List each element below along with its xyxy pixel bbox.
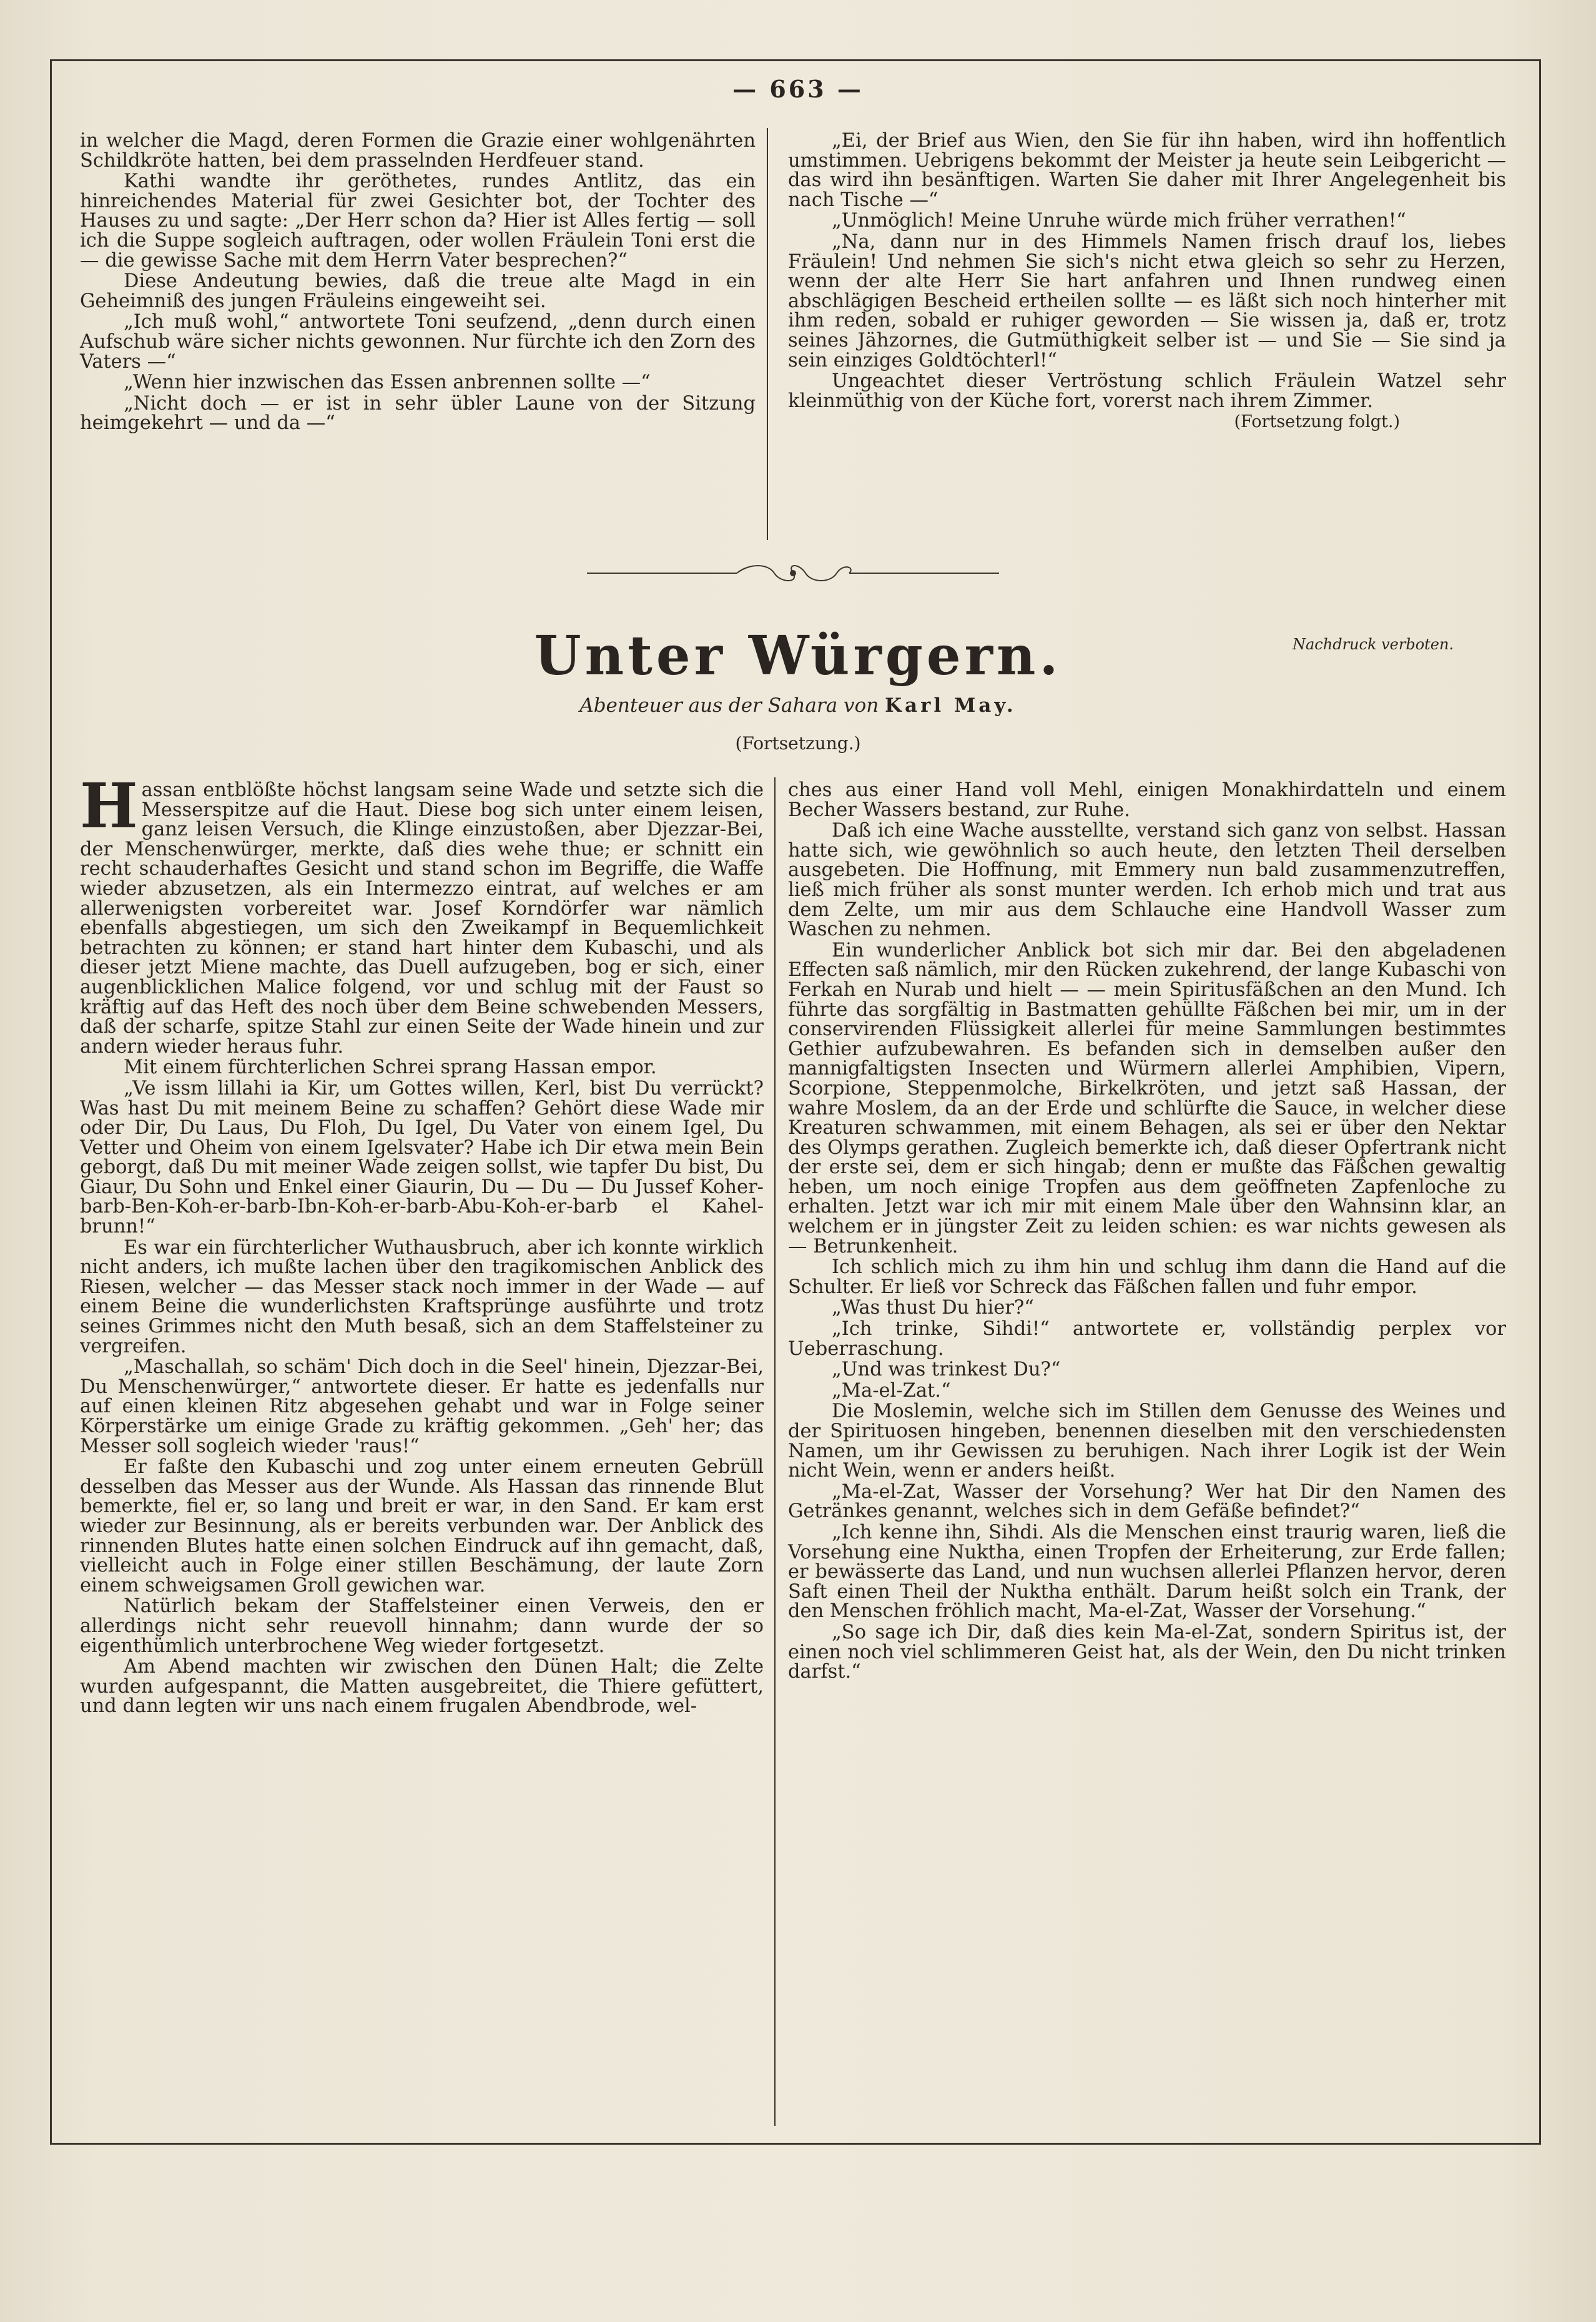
- paragraph: [788, 821, 1506, 940]
- paragraph-text: „Ve issm lillahi ia Kir, um Gottes willen, Kerl, bist Du verrückt? Was hast Du mit meinem Beine zu schaffen? Gehört diese Wade mir oder Dir, Du Laus, Du Floh, Du Igel, Du Vater von einem Igel, Du Vetter und Oheim von einem Igelsvater? Habe ich Dir etwa mein Bein geborgt, daß Du mit meiner Wade zeigen sollst, wie tapfer Du bist, Du Giaur, Du Sohn und Enkel einer Giaurin, Du — Du — Du Jussef Koher-barb-Ben-Koh-er-barb-Ibn-Koh-er-barb-Abu-Koh-er-barb el Kahel-brunn!“: [80, 1077, 764, 1238]
- top-column-rule: [767, 128, 768, 540]
- to-be-continued-note: (Fortsetzung folgt.): [1234, 412, 1400, 432]
- paragraph: [80, 272, 756, 311]
- article-column-rule: [774, 777, 776, 2126]
- paragraph-text: assan entblößte höchst langsam seine Wade und setzte sich die Messerspitze auf die Haut. Diese bog sich unter einem leisen, ganz leisen Versuch, die Klinge einzustoßen, aber Djezzar-Bei, der Menschenwürger, merkte, daß dies wehe thue; er schnitt ein recht schauderhaftes Gesicht und stand schon im Begriffe, die Waffe wieder abzusetzen, als ein Intermezzo eintrat, auf welches er am allerwenigsten vorbereitet war. Josef Korndörfer war nämlich ebenfalls abgestiegen, um sich den Zweikampf in Bequemlichkeit betrachten zu können; er stand hart hinter dem Kubaschi, und als dieser jetzt Miene machte, das Duell aufzugeben, bog er sich, einer augenblicklichen Malice folgend, vor und schlug mit der Faust so kräftig auf das Heft des noch über dem Beine schwebenden Messers, daß der scharfe, spitze Stahl zur einen Seite der Wade hinein und zur andern wieder heraus fuhr.: [80, 779, 764, 1058]
- article-title: Unter Würgern.: [534, 624, 1062, 687]
- paragraph-text: „Ei, der Brief aus Wien, den Sie für ihn haben, wird ihn hoffentlich umstimmen. Uebrigens bekommt der Meister ja heute sein Leibgericht — das wird ihn besänftigen. Warten Sie daher mit Ihrer Angelegenheit bis nach Tische —“: [788, 130, 1506, 211]
- paragraph-text: Die Moslemin, welche sich im Stillen dem Genusse des Weines und der Spirituosen hingeben, benennen dieselben mit den verschiedensten Namen, um ihr Gewissen zu beruhigen. Nach ihrer Logik ist der Wein nicht Wein, wenn er anders heißt.: [788, 1400, 1506, 1482]
- paragraph: [80, 1079, 764, 1237]
- paragraph: [80, 1058, 764, 1078]
- paragraph-text: „Unmöglich! Meine Unruhe würde mich früher verrathen!“: [832, 210, 1406, 232]
- paragraph-text: ches aus einer Hand voll Mehl, einigen Monakhirdatteln und einem Becher Wassers bestand, zur Ruhe.: [788, 779, 1506, 821]
- paragraph: [80, 131, 756, 170]
- paragraph-text: Kathi wandte ihr geröthetes, rundes Antlitz, das ein hinreichendes Material für zwei Gesichter bot, der Tochter des Hauses zu und sagte: „Der Herr schon da? Hier ist Alles fertig — soll ich die Suppe sogleich auftragen, oder wollen Fräulein Toni erst die — die gewisse Sache mit dem Herrn Vater besprechen?“: [80, 170, 756, 272]
- paragraph: [788, 1298, 1506, 1318]
- paragraph: [80, 373, 756, 393]
- paragraph: [788, 1523, 1506, 1621]
- paragraph-text: „Ma-el-Zat.“: [832, 1379, 951, 1402]
- paragraph-text: Diese Andeutung bewies, daß die treue alte Magd in ein Geheimniß des jungen Fräuleins eingeweiht sei.: [80, 270, 756, 312]
- article-right-column: [788, 780, 1506, 1683]
- subtitle-text: Abenteuer aus der Sahara von: [579, 694, 879, 717]
- paragraph-text: „Ich trinke, Sihdi!“ antwortete er, vollständig perplex vor Ueberraschung.: [788, 1318, 1506, 1360]
- paragraph-text: Natürlich bekam der Staffelsteiner einen Verweis, den er allerdings nicht sehr reuevoll hinnahm; dann wurde der so eigenthümlich unterbrochene Weg wieder fortgesetzt.: [80, 1595, 764, 1657]
- paragraph: [80, 394, 756, 433]
- paragraph-text: „So sage ich Dir, daß dies kein Ma-el-Zat, sondern Spiritus ist, der einen noch viel schlimmeren Geist hat, als der Wein, den Du nicht trinken darfst.“: [788, 1621, 1506, 1683]
- paragraph-text: Mit einem fürchterlichen Schrei sprang Hassan empor.: [124, 1056, 657, 1079]
- paragraph-text: „Was thust Du hier?“: [832, 1297, 1034, 1319]
- paragraph-text: in welcher die Magd, deren Formen die Grazie einer wohlgenährten Schildkröte hatten, bei dem prasselnden Herdfeuer stand.: [80, 130, 756, 172]
- paragraph: [788, 1319, 1506, 1359]
- paragraph-text: „Und was trinkest Du?“: [832, 1359, 1061, 1381]
- paragraph: [788, 1402, 1506, 1480]
- top-right-column: [788, 131, 1506, 433]
- paragraph: [788, 1360, 1506, 1380]
- article-left-column: [80, 770, 764, 1718]
- paragraph-text: „Maschallah, so schäm' Dich doch in die Seel' hinein, Djezzar-Bei, Du Menschenwürger,“ antwortete dieser. Er hatte es jedenfalls nur auf einen kleinen Ritz abgesehen gehabt und war in Folge seiner Körperstärke um einige Grade zu kräftig gekommen. „Geh' her; das Messer soll sogleich wieder 'raus!“: [80, 1356, 764, 1457]
- paragraph-text: Ich schlich mich zu ihm hin und schlug ihm dann die Hand auf die Schulter. Er ließ vor Schreck das Fäßchen fallen und fuhr empor.: [788, 1256, 1506, 1298]
- paragraph: [80, 1657, 764, 1716]
- paragraph: [788, 232, 1506, 370]
- paragraph-text: „Wenn hier inzwischen das Essen anbrennen sollte —“: [124, 371, 651, 394]
- paragraph: [788, 780, 1506, 820]
- reprint-notice: Nachdruck verboten.: [1293, 636, 1454, 653]
- paragraph: [788, 1482, 1506, 1522]
- paragraph-text: „Ich muß wohl,“ antwortete Toni seufzend, „denn durch einen Aufschub wäre sicher nichts gewonnen. Nur fürchte ich den Zorn des Vaters —“: [80, 311, 756, 373]
- paragraph: [788, 941, 1506, 1257]
- paragraph-text: Er faßte den Kubaschi und zog unter einem erneuten Gebrüll desselben das Messer aus der Wunde. Als Hassan das rinnende Blut bemerkte, fiel er, so lang und breit er war, in den Sand. Er kam erst wieder zur Besinnung, als er bereits verbunden war. Der Anblick des rinnenden Blutes hatte einen solchen Eindruck auf ihn gemacht, daß, vielleicht auch in Folge einer stillen Beschämung, der laute Zorn einem schweigsamen Groll gewichen war.: [80, 1456, 764, 1596]
- ornament-divider: [587, 561, 999, 586]
- paragraph: [788, 1623, 1506, 1682]
- paragraph: [788, 1381, 1506, 1401]
- paragraph: [788, 211, 1506, 231]
- paragraph-text: Es war ein fürchterlicher Wuthausbruch, aber ich konnte wirklich nicht anders, ich mußte lachen über den tragikomischen Anblick des Riesen, welcher — das Messer stack noch immer in der Wade — auf einem Beine die wunderlichsten Kraftsprünge ausführte und trotz seines Grimmes nicht den Muth besaß, sich an dem Staffelsteiner zu vergreifen.: [80, 1236, 764, 1357]
- author-name: Karl May.: [885, 694, 1017, 717]
- paragraph: [788, 371, 1506, 411]
- paragraph-text: Ungeachtet dieser Vertröstung schlich Fräulein Watzel sehr kleinmüthig von der Küche fort, vorerst nach ihrem Zimmer.: [788, 370, 1506, 412]
- article-subtitle: [0, 694, 1596, 717]
- paragraph-text: Daß ich eine Wache ausstellte, verstand sich ganz von selbst. Hassan hatte sich, wie gewöhnlich so auch heute, den letzten Theil derselben ausgebeten. Die Hoffnung, mit Emmery nun bald zusammenzutreffen, ließ mich früher als sonst munter werden. Ich erhob mich und trat aus dem Zelte, um mir aus dem Schlauche eine Handvoll Wasser zum Waschen zu nehmen.: [788, 820, 1506, 941]
- page-number: — 663 —: [732, 75, 864, 103]
- paragraph-text: Am Abend machten wir zwischen den Dünen Halt; die Zelte wurden aufgespannt, die Matten ausgebreitet, die Thiere gefüttert, und dann legten wir uns nach einem frugalen Abendbrode, wel-: [80, 1656, 764, 1718]
- paragraph: [80, 1457, 764, 1595]
- paragraph: [80, 1357, 764, 1456]
- paragraph-text: „Na, dann nur in des Himmels Namen frisch drauf los, liebes Fräulein! Und nehmen Sie sich's nicht etwa gleich so sehr zu Herzen, wenn der alte Herr Sie hart anfahren und Ihnen rundweg einen abschlägigen Bescheid ertheilen sollte — es läßt sich noch hinterher mit ihm reden, sobald er ruhiger geworden — Sie wissen ja, daß er, trotz seines Jähzornes, die Gutmüthigkeit selber ist — und Sie — Sie sind ja sein einziges Goldtöchterl!“: [788, 230, 1506, 371]
- paragraph-text: „Nicht doch — er ist in sehr übler Laune von der Sitzung heimgekehrt — und da —“: [80, 392, 756, 435]
- paragraph: [80, 172, 756, 270]
- paragraph-text: Ein wunderlicher Anblick bot sich mir dar. Bei den abgeladenen Effecten saß nämlich, mir den Rücken zukehrend, der lange Kubaschi von Ferkah en Nurab und hielt — — mein Spiritusfäßchen an den Mund. Ich führte das sorgfältig in Bastmatten gehüllte Fäßchen bei mir, um in der conservirenden Flüssigkeit allerlei für meine Sammlungen bestimmtes Gethier aufzubewahren. Es befanden sich in demselben außer den mannigfaltigsten Insecten und Würmern allerlei Amphibien, Vipern, Scorpione, Steppenmolche, Birkelkröten, und jetzt saß Hassan, der wahre Moslem, da an der Erde und schlürfte die Sauce, in welcher diese Kreaturen schwammen, mit einem Behagen, als sei er über den Nektar des Olymps gerathen. Zugleich bemerkte ich, daß dieser Opfertrank nicht der erste sei, dem er sich hingab; denn er mußte das Fäßchen gewaltig heben, um noch einige Tropfen aus dem geöffneten Zapfenloche zu erhalten. Jetzt war ich mir mit einem Male über den Wahnsinn klar, an welchem er in jüngster Zeit zu leiden schien: es war nichts gewesen als — Betrunkenheit.: [788, 939, 1506, 1257]
- paragraph: [80, 1238, 764, 1357]
- paragraph: [788, 131, 1506, 210]
- paragraph: [80, 1596, 764, 1656]
- paragraph-text: „Ich kenne ihn, Sihdi. Als die Menschen einst traurig waren, ließ die Vorsehung eine Nuktha, einen Tropfen der Erheiterung, zur Erde fallen; er bewässerte das Land, und nun wuchsen allerlei Pflanzen hervor, deren Saft einen Theil der Nuktha enthält. Darum heißt solch ein Trank, der den Menschen fröhlich macht, Ma-el-Zat, Wasser der Vorsehung.“: [788, 1521, 1506, 1623]
- drop-cap: H: [80, 770, 138, 842]
- top-left-column: [80, 131, 756, 435]
- paragraph: [788, 1257, 1506, 1297]
- paragraph-text: „Ma-el-Zat, Wasser der Vorsehung? Wer hat Dir den Namen des Getränkes genannt, welches sich in dem Gefäße befindet?“: [788, 1480, 1506, 1523]
- paragraph: [80, 770, 764, 1058]
- paragraph: [80, 312, 756, 371]
- continuation-note: (Fortsetzung.): [735, 733, 861, 754]
